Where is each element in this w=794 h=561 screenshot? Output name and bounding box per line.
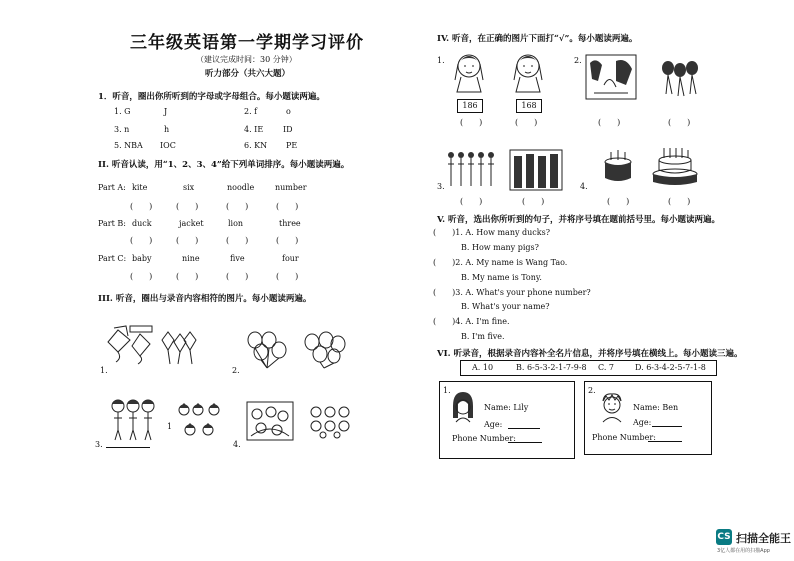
- section-1-heading: 1．听音，圈出你所听到的字母或字母组合。每小题读两遍。: [98, 92, 325, 102]
- kites-picture[interactable]: [104, 324, 156, 364]
- answer-paren[interactable]: ( ): [176, 202, 199, 211]
- answer-line[interactable]: [106, 447, 150, 448]
- word: baby: [132, 254, 152, 263]
- phone-field[interactable]: [648, 441, 682, 442]
- phone-field[interactable]: [508, 442, 542, 443]
- answer-paren[interactable]: ( ): [598, 118, 621, 127]
- answer-paren[interactable]: ( ): [460, 118, 483, 127]
- animals-picture-1[interactable]: [586, 55, 636, 99]
- s4-label: 2.: [574, 56, 582, 65]
- answer-paren[interactable]: ( ): [460, 197, 483, 206]
- page-title: 三年级英语第一学期学习评价: [130, 33, 364, 53]
- height-label: 186: [457, 99, 483, 113]
- s5-item-a[interactable]: ( )1. A. How many ducks?: [433, 228, 551, 237]
- s1-item: IOC: [160, 141, 176, 150]
- part-label: 听力部分（共六大题）: [205, 69, 291, 79]
- word: nine: [182, 254, 200, 263]
- answer-paren[interactable]: ( ): [522, 197, 545, 206]
- answer-paren[interactable]: ( ): [607, 197, 630, 206]
- word: jacket: [179, 219, 204, 228]
- word: four: [282, 254, 299, 263]
- card-phone-label: Phone Number:: [592, 433, 656, 442]
- s1-item: 6. KN: [244, 141, 268, 150]
- answer-paren[interactable]: ( ): [276, 236, 299, 245]
- s3-label: 4.: [233, 440, 241, 449]
- option: A. 10: [472, 363, 494, 372]
- s1-item: PE: [286, 141, 298, 150]
- option: B. 6-5-3-2-1-7-9-8: [516, 363, 587, 372]
- answer-paren[interactable]: ( ): [226, 236, 249, 245]
- s5-item-a[interactable]: ( )3. A. What's your phone number?: [433, 288, 591, 297]
- answer-paren[interactable]: ( ): [176, 236, 199, 245]
- balloons-picture[interactable]: [245, 332, 291, 368]
- answer-paren[interactable]: ( ): [226, 202, 249, 211]
- s3-label: 2.: [232, 366, 240, 375]
- camscanner-tagline: 3亿人都在用的扫描App: [717, 548, 770, 554]
- word: duck: [132, 219, 152, 228]
- s1-item: 3. n: [114, 125, 130, 134]
- word: six: [183, 183, 195, 192]
- s3-label: 1.: [100, 366, 108, 375]
- word: five: [230, 254, 245, 263]
- time-note: （建议完成时间：30 分钟）: [196, 55, 297, 64]
- word: noodle: [227, 183, 255, 192]
- s1-item: 4. IE: [244, 125, 264, 134]
- s5-item-b: B. My name is Tony.: [461, 273, 542, 282]
- answer-paren[interactable]: ( ): [130, 236, 153, 245]
- age-field[interactable]: [652, 426, 682, 427]
- word: kite: [132, 183, 148, 192]
- camscanner-brand: 扫描全能王: [736, 532, 791, 545]
- s1-item: 5. NBA: [114, 141, 143, 150]
- crowd-picture[interactable]: [247, 402, 293, 440]
- girl-picture-1[interactable]: [451, 52, 487, 94]
- people-picture-2[interactable]: [510, 150, 562, 190]
- height-label: 168: [516, 99, 542, 113]
- answer-paren[interactable]: ( ): [276, 202, 299, 211]
- children-picture[interactable]: [108, 398, 158, 442]
- section-3-heading: III. 听音，圈出与录音内容相符的图片。每小题读两遍。: [98, 294, 312, 304]
- part-c-label: Part C:: [98, 254, 127, 263]
- answer-paren[interactable]: ( ): [130, 202, 153, 211]
- answer-paren[interactable]: ( ): [515, 118, 538, 127]
- s3-label: 1: [167, 422, 173, 431]
- s4-label: 1.: [437, 56, 445, 65]
- answer-paren[interactable]: ( ): [130, 272, 153, 281]
- s1-item: o: [286, 107, 291, 116]
- section-5-heading: V. 听音，选出你所听到的句子，并将序号填在题前括号里。每小题读两遍。: [437, 215, 721, 225]
- word: number: [275, 183, 307, 192]
- answer-paren[interactable]: ( ): [226, 272, 249, 281]
- card-name: Name: Ben: [633, 403, 679, 412]
- card-number: 1.: [443, 386, 451, 395]
- s5-item-a[interactable]: ( )2. A. My name is Wang Tao.: [433, 258, 568, 267]
- s1-item: 2. f: [244, 107, 258, 116]
- s5-item-b: B. What's your name?: [461, 302, 550, 311]
- section-4-heading: IV. 听音，在正确的图片下面打“√”。每小题读两遍。: [437, 34, 638, 44]
- card-name: Name: Lily: [484, 403, 529, 412]
- option: C. 7: [598, 363, 615, 372]
- word: lion: [228, 219, 244, 228]
- s4-label: 3.: [437, 182, 445, 191]
- s3-label: 3.: [95, 440, 103, 449]
- kites-picture-2[interactable]: [160, 330, 196, 364]
- s5-item-b: B. How many pigs?: [461, 243, 539, 252]
- ducks-picture[interactable]: [310, 406, 350, 438]
- s1-item: J: [164, 107, 168, 116]
- card-phone-label: Phone Number:: [452, 434, 516, 443]
- faces-picture[interactable]: [176, 402, 222, 442]
- part-b-label: Part B:: [98, 219, 126, 228]
- section-2-heading: II. 听音认读，用“1、2、3、4”给下列单词排序。每小题读两遍。: [98, 160, 350, 170]
- age-field[interactable]: [508, 428, 540, 429]
- card-age-label: Age:: [484, 420, 503, 429]
- s4-label: 4.: [580, 182, 588, 191]
- s1-item: 1. G: [114, 107, 131, 116]
- girl-picture-2[interactable]: [510, 52, 546, 94]
- ben-portrait: [598, 391, 626, 423]
- people-picture-1[interactable]: [445, 150, 497, 188]
- s1-item: ID: [283, 125, 293, 134]
- part-a-label: Part A:: [98, 183, 126, 192]
- option: D. 6-3-4-2-5-7-1-8: [635, 363, 706, 372]
- card-number: 2.: [588, 386, 596, 395]
- answer-paren[interactable]: ( ): [276, 272, 299, 281]
- camscanner-logo: CS: [716, 529, 732, 545]
- balloons-picture-2[interactable]: [302, 332, 346, 368]
- s5-item-a[interactable]: ( )4. A. I'm fine.: [433, 317, 510, 326]
- answer-paren[interactable]: ( ): [668, 118, 691, 127]
- word: three: [279, 219, 301, 228]
- section-6-heading: VI. 听录音，根据录音内容补全名片信息，并将序号填在横线上。每小题读三遍。: [437, 349, 743, 359]
- answer-paren[interactable]: ( ): [176, 272, 199, 281]
- cake-picture-2[interactable]: [652, 146, 698, 186]
- s1-item: h: [164, 125, 170, 134]
- cake-picture-1[interactable]: [603, 148, 633, 184]
- lily-portrait: [450, 392, 476, 424]
- s5-item-b: B. I'm five.: [461, 332, 505, 341]
- answer-paren[interactable]: ( ): [668, 197, 691, 206]
- card-age-label: Age:: [633, 418, 652, 427]
- animals-picture-2[interactable]: [660, 60, 698, 100]
